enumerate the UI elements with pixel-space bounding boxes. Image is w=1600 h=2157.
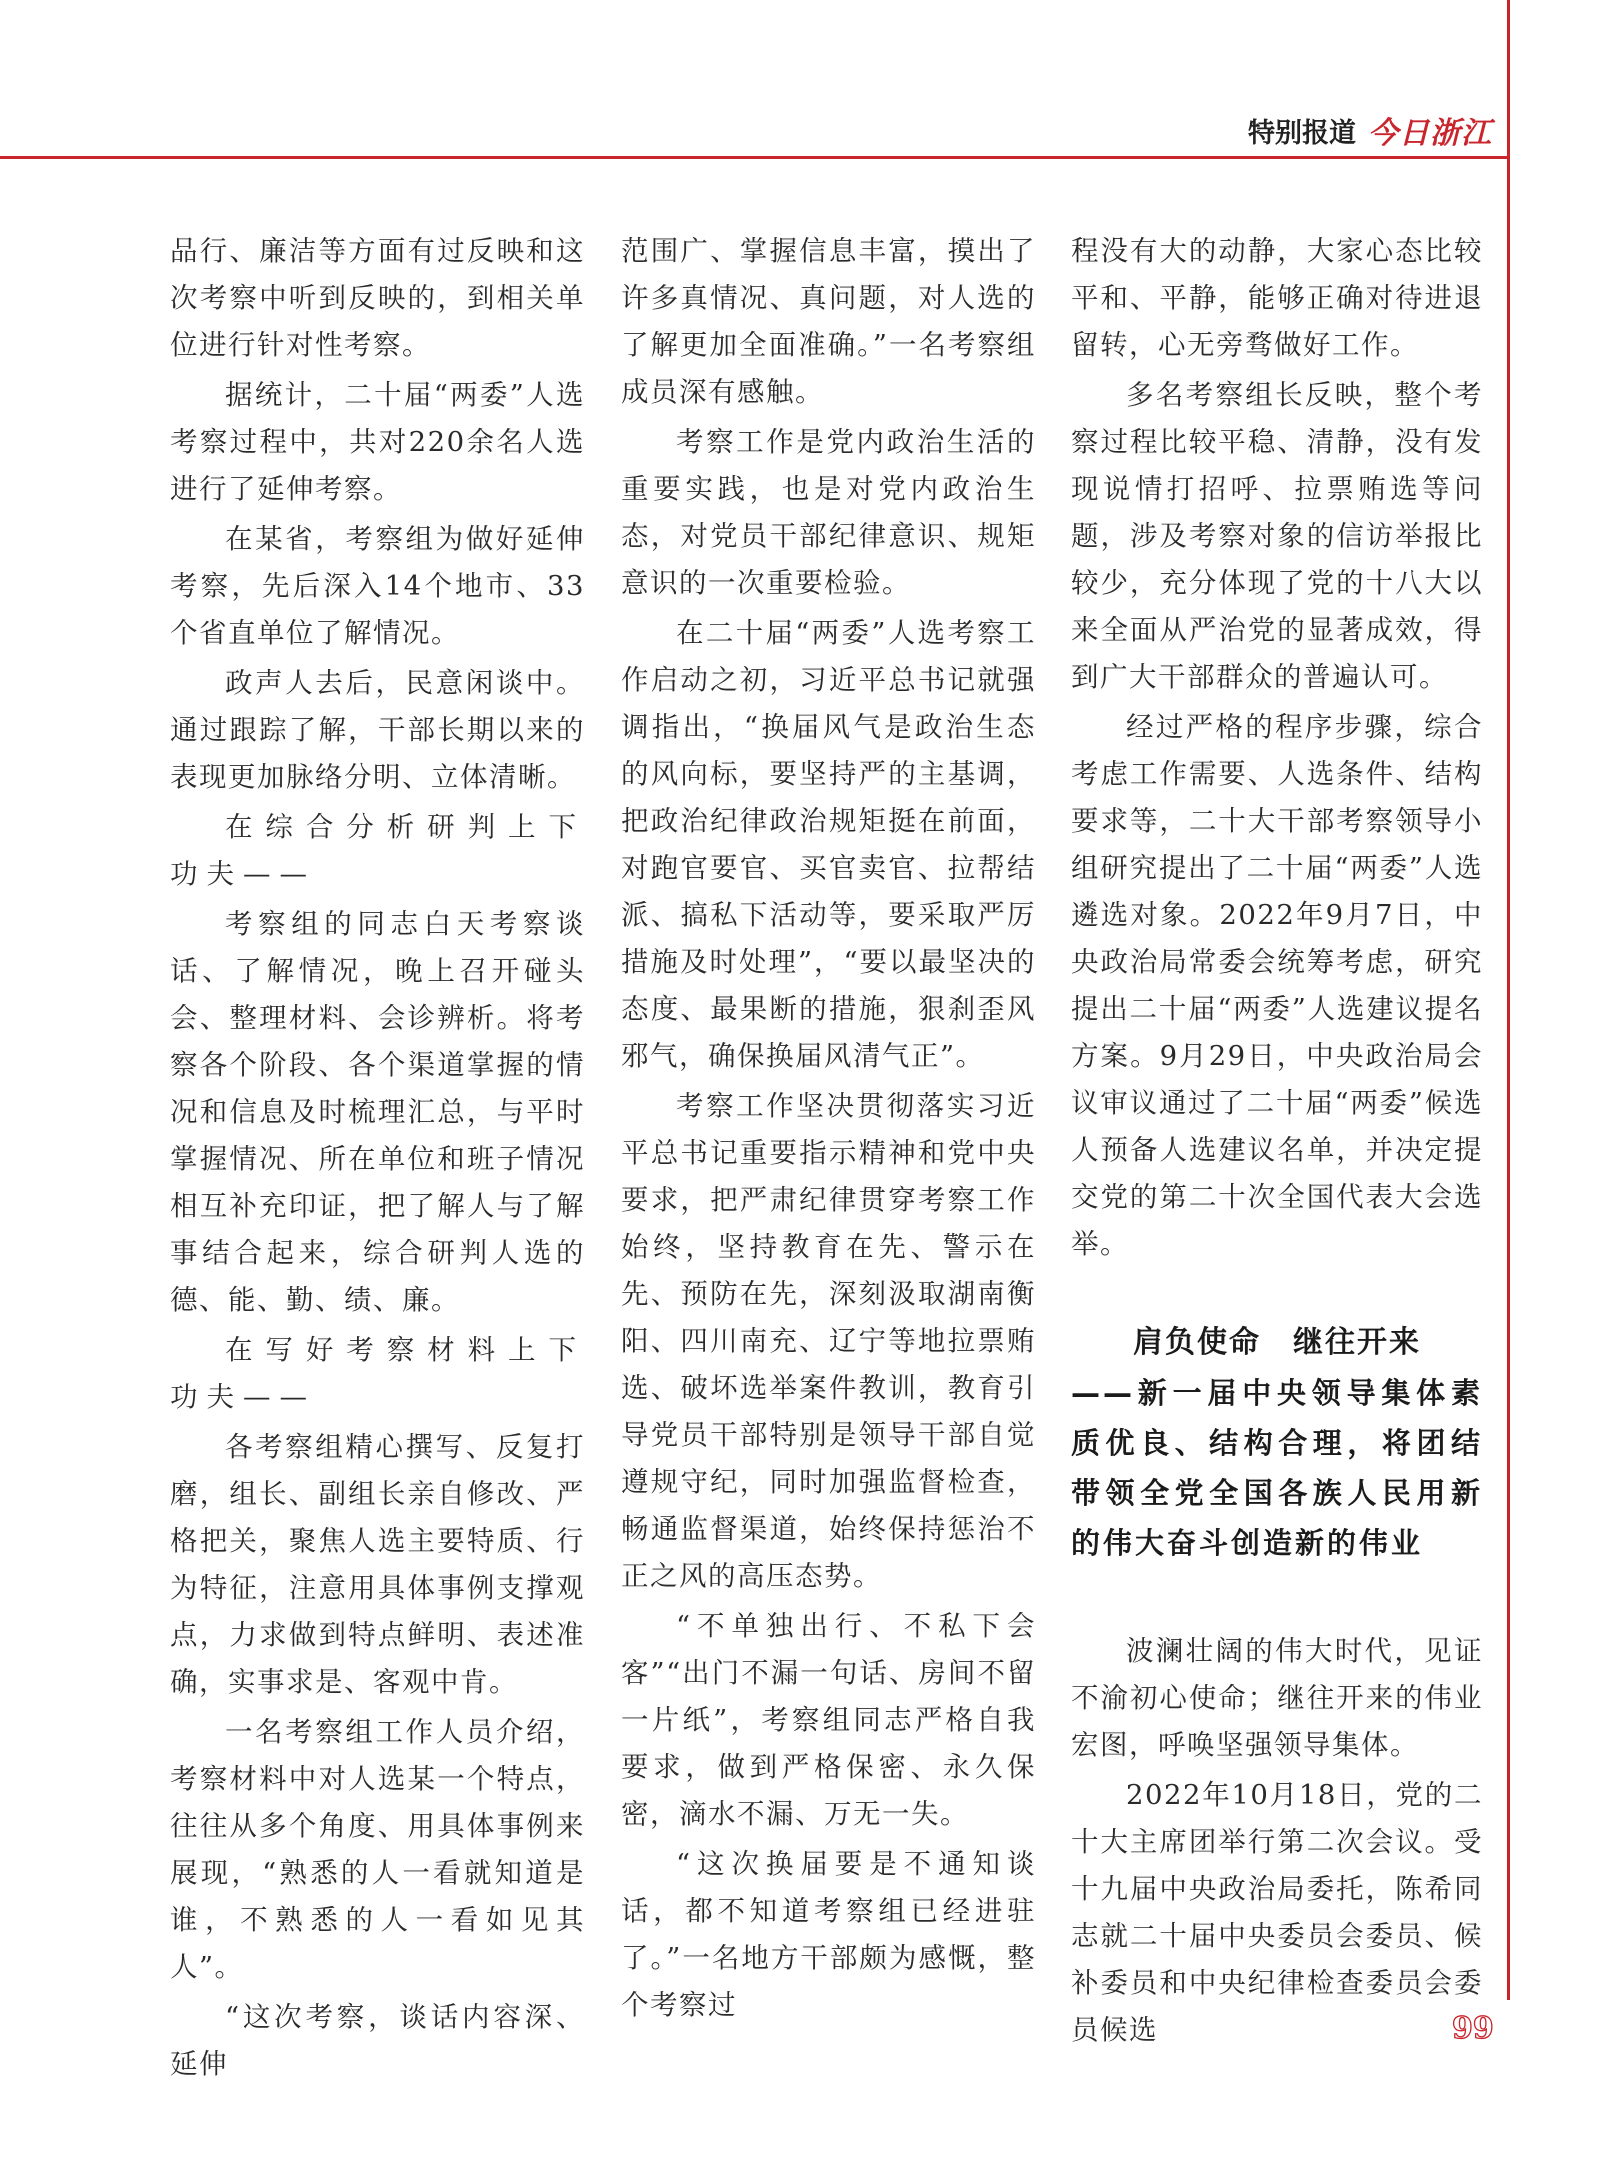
subheading: 在综合分析研判上下功夫—— (170, 811, 585, 890)
header-rule (0, 156, 1510, 159)
column-3 (1071, 228, 1483, 2054)
paragraph: 据统计，二十届“两委”人选考察过程中，共对220余名人选进行了延伸考察。 (170, 379, 585, 505)
column-2 (621, 228, 1036, 2029)
column-1 (170, 228, 585, 2088)
section-heading-subtitle: ——新一届中央领导集体素质优良、结构合理，将团结带领全党全国各族人民用新的伟大奋斗创造新的伟业 (1071, 1376, 1483, 1560)
paragraph: 范围广、掌握信息丰富，摸出了许多真情况、真问题，对人选的了解更加全面准确。”一名考察组成员深有感触。 (621, 235, 1036, 408)
paragraph: 各考察组精心撰写、反复打磨，组长、副组长亲自修改、严格把关，聚焦人选主要特质、行为特征，注意用具体事例支撑观点，力求做到特点鲜明、表述准确，实事求是、客观中肯。 (170, 1431, 585, 1698)
paragraph: “不单独出行、不私下会客”“出门不漏一句话、房间不留一片纸”，考察组同志严格自我要求，做到严格保密、永久保密，滴水不漏、万无一失。 (621, 1610, 1036, 1830)
section-heading (1071, 1318, 1483, 1568)
paragraph: 2022年10月18日，党的二十大主席团举行第二次会议。受十九届中央政治局委托，陈希同志就二十届中央委员会委员、候补委员和中央纪律检查委员会委员候选 (1071, 1779, 1483, 2046)
section-label: 特别报道 (1248, 117, 1356, 149)
paragraph: 多名考察组长反映，整个考察过程比较平稳、清静，没有发现说情打招呼、拉票贿选等问题，涉及考察对象的信访举报比较少，充分体现了党的十八大以来全面从严治党的显著成效，得到广大干部群众的普遍认可。 (1071, 379, 1483, 693)
paragraph: 品行、廉洁等方面有过反映和这次考察中听到反映的，到相关单位进行针对性考察。 (170, 235, 585, 361)
page-header (1248, 108, 1492, 152)
page-number: 99 (1452, 2011, 1494, 2046)
paragraph: 考察组的同志白天考察谈话、了解情况，晚上召开碰头会、整理材料、会诊辨析。将考察各个阶段、各个渠道掌握的情况和信息及时梳理汇总，与平时掌握情况、所在单位和班子情况相互补充印证，把了解人与了解事结合起来，综合研判人选的德、能、勤、绩、廉。 (170, 908, 585, 1316)
paragraph: 经过严格的程序步骤，综合考虑工作需要、人选条件、结构要求等，二十大干部考察领导小组研究提出了二十届“两委”人选遴选对象。2022年9月7日，中央政治局常委会统筹考虑，研究提出二十届“两委”人选建议提名方案。9月29日，中央政治局会议审议通过了二十届“两委”候选人预备人选建议名单，并决定提交党的第二十次全国代表大会选举。 (1071, 711, 1483, 1260)
paragraph: 波澜壮阔的伟大时代，见证不渝初心使命；继往开来的伟业宏图，呼唤坚强领导集体。 (1071, 1635, 1483, 1761)
section-heading-title: 肩负使命 继往开来 (1133, 1325, 1421, 1360)
paragraph: “这次考察，谈话内容深、延伸 (170, 2001, 585, 2080)
paragraph: 考察工作坚决贯彻落实习近平总书记重要指示精神和党中央要求，把严肃纪律贯穿考察工作始终，坚持教育在先、警示在先、预防在先，深刻汲取湖南衡阳、四川南充、辽宁等地拉票贿选、破坏选举案件教训，教育引导党员干部特别是领导干部自觉遵规守纪，同时加强监督检查，畅通监督渠道，始终保持惩治不正之风的高压态势。 (621, 1090, 1036, 1592)
paragraph: 程没有大的动静，大家心态比较平和、平静，能够正确对待进退留转，心无旁骛做好工作。 (1071, 235, 1483, 361)
paragraph: “这次换届要是不通知谈话，都不知道考察组已经进驻了。”一名地方干部颇为感慨，整个考察过 (621, 1848, 1036, 2021)
margin-rule (1507, 0, 1510, 2000)
paragraph: 政声人去后，民意闲谈中。通过跟踪了解，干部长期以来的表现更加脉络分明、立体清晰。 (170, 667, 585, 793)
magazine-logo: 今日浙江 (1368, 116, 1492, 151)
paragraph: 考察工作是党内政治生活的重要实践，也是对党内政治生态，对党员干部纪律意识、规矩意识的一次重要检验。 (621, 426, 1036, 599)
paragraph: 一名考察组工作人员介绍，考察材料中对人选某一个特点，往往从多个角度、用具体事例来展现，“熟悉的人一看就知道是谁，不熟悉的人一看如见其人”。 (170, 1716, 585, 1983)
paragraph: 在二十届“两委”人选考察工作启动之初，习近平总书记就强调指出，“换届风气是政治生态的风向标，要坚持严的主基调，把政治纪律政治规矩挺在前面，对跑官要官、买官卖官、拉帮结派、搞私下活动等，要采取严厉措施及时处理”，“要以最坚决的态度、最果断的措施，狠刹歪风邪气，确保换届风清气正”。 (621, 617, 1036, 1072)
paragraph: 在某省，考察组为做好延伸考察，先后深入14个地市、33个省直单位了解情况。 (170, 523, 585, 649)
subheading: 在写好考察材料上下功夫—— (170, 1334, 585, 1413)
